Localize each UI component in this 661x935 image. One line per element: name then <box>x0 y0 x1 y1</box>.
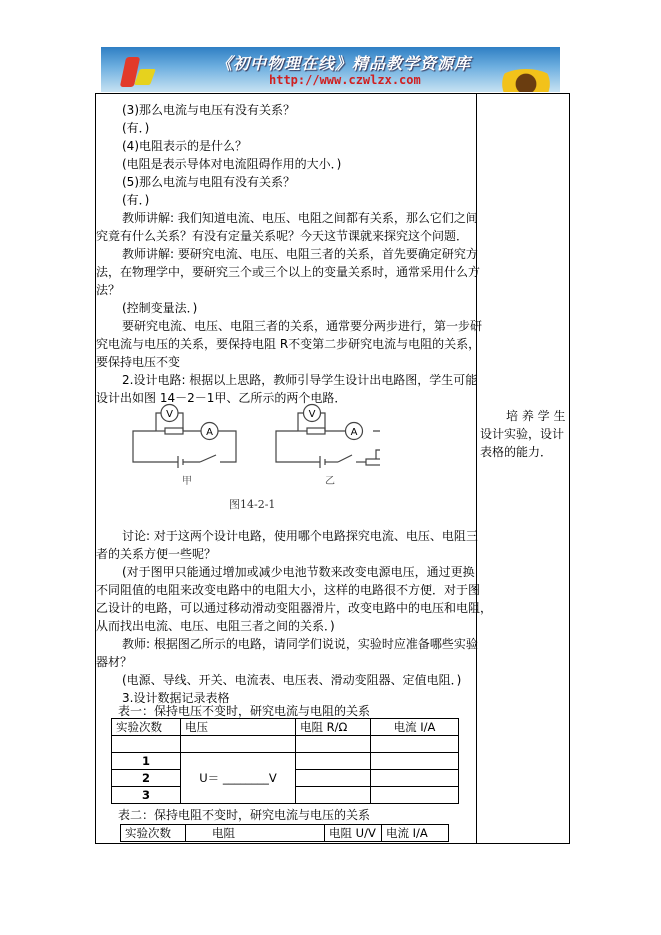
text-line: 要研究电流、电压、电阻三者的关系，通常要分两步进行，第一步研 <box>122 319 483 333</box>
text-line: (4)电阻表示的是什么？ <box>122 139 247 153</box>
circuit-a <box>133 405 236 469</box>
sunflower-image <box>496 69 556 92</box>
header-cell: 电阻 U/V <box>325 825 382 842</box>
ammeter-label-a: A <box>206 427 213 438</box>
table-row <box>112 736 459 753</box>
text-line: (有．) <box>122 193 150 207</box>
side-note-line: 设计实验，设计 <box>480 427 565 441</box>
column-divider <box>476 93 477 843</box>
text-line: 究电流与电压的关系，要保持电阻 R不变第二步研究电流与电阻的关系， <box>96 337 481 351</box>
table-bottom-border <box>95 843 569 844</box>
side-note-line: 表格的能力． <box>480 445 553 459</box>
banner <box>101 47 560 92</box>
side-note-line: 培 养 学 生 <box>506 409 566 423</box>
voltage-cell: U＝ ________V <box>181 753 296 804</box>
header-cell: 电阻 R/Ω <box>296 719 371 736</box>
voltmeter-label-a: V <box>166 409 173 420</box>
text-line: 教师讲解: 要研究电流、电压、电阻三者的关系，首先要确定研究方 <box>122 247 478 261</box>
table2 <box>120 824 449 842</box>
circuit-b <box>276 405 380 469</box>
text-line: 器材？ <box>96 655 133 669</box>
banner-title: 《初中物理在线》精品教学资源库 <box>216 54 472 73</box>
text-line: 者的关系方便一些呢？ <box>96 547 217 561</box>
circuit-figure <box>120 400 380 500</box>
text-line: (有．) <box>122 121 150 135</box>
text-line: 讨论: 对于这两个设计电路，使用哪个电路探究电流、电压、电阻三 <box>122 529 478 543</box>
banner-url: http://www.czwlzx.com <box>269 73 421 87</box>
voltmeter-label-b: V <box>308 409 316 420</box>
text-line: 究竟有什么关系？有没有定量关系呢？今天这节课就来探究这个问题． <box>96 229 469 243</box>
header-cell: 电流 I/A <box>382 825 449 842</box>
text-line: (5)那么电流与电阻有没有关系？ <box>122 175 295 189</box>
table1-caption: 表一：保持电压不变时，研究电流与电阻的关系 <box>118 704 371 718</box>
table-header-row <box>112 719 459 736</box>
text-line: (3)那么电流与电压有没有关系？ <box>122 103 295 117</box>
text-line: (对于图甲只能通过增加或减少电池节数来改变电源电压，通过更换 <box>122 565 475 579</box>
table-header-row <box>121 825 449 842</box>
text-line: (控制变量法．) <box>122 301 198 315</box>
trial-number: 2 <box>112 770 181 787</box>
text-line: 不同阻值的电阻来改变电路中的电阻大小，这样的电路很不方便．对于图 <box>96 583 481 597</box>
table1 <box>111 718 459 804</box>
text-line: 乙设计的电路，可以通过移动滑动变阻器滑片，改变电路中的电压和电阻， <box>96 601 493 615</box>
table2-caption: 表二：保持电阻不变时，研究电流与电压的关系 <box>118 808 371 822</box>
trial-number: 3 <box>112 787 181 804</box>
table-row <box>112 753 459 770</box>
header-cell: 电流 I/A <box>371 719 459 736</box>
text-line: (电源、导线、开关、电流表、电压表、滑动变阻器、定值电阻．) <box>122 673 462 687</box>
figure-caption: 图14-2-1 <box>229 498 276 511</box>
header-cell: 电压 <box>181 719 296 736</box>
text-line: 法？ <box>96 283 121 297</box>
text-line: 从而找出电流、电压、电阻三者之间的关系．) <box>96 619 335 633</box>
header-cell: 实验次数 <box>121 825 186 842</box>
label-circuit-a: 甲 <box>182 476 192 487</box>
text-line: 法，在物理学中，要研究三个或三个以上的变量关系时，通常采用什么方 <box>96 265 481 279</box>
logo-icon-secondary <box>134 69 156 85</box>
text-line: 教师: 根据图乙所示的电路，请同学们说说，实验时应准备哪些实验 <box>122 637 478 651</box>
text-line: 2.设计电路: 根据以上思路，教师引导学生设计出电路图，学生可能 <box>122 373 478 387</box>
label-circuit-b: 乙 <box>325 476 335 487</box>
text-line: (电阻是表示导体对电流阻碍作用的大小．) <box>122 157 342 171</box>
text-line: 3.设计数据记录表格 <box>122 691 230 705</box>
text-line: 设计出如图 14－2－1甲、乙所示的两个电路． <box>96 391 347 405</box>
trial-number: 1 <box>112 753 181 770</box>
text-line: 要保持电压不变 <box>96 355 181 369</box>
header-cell: 实验次数 <box>112 719 181 736</box>
text-line: 教师讲解: 我们知道电流、电压、电阻之间都有关系，那么它们之间 <box>122 211 478 225</box>
ammeter-label-b: A <box>350 427 358 438</box>
header-cell: 电阻 <box>186 825 325 842</box>
